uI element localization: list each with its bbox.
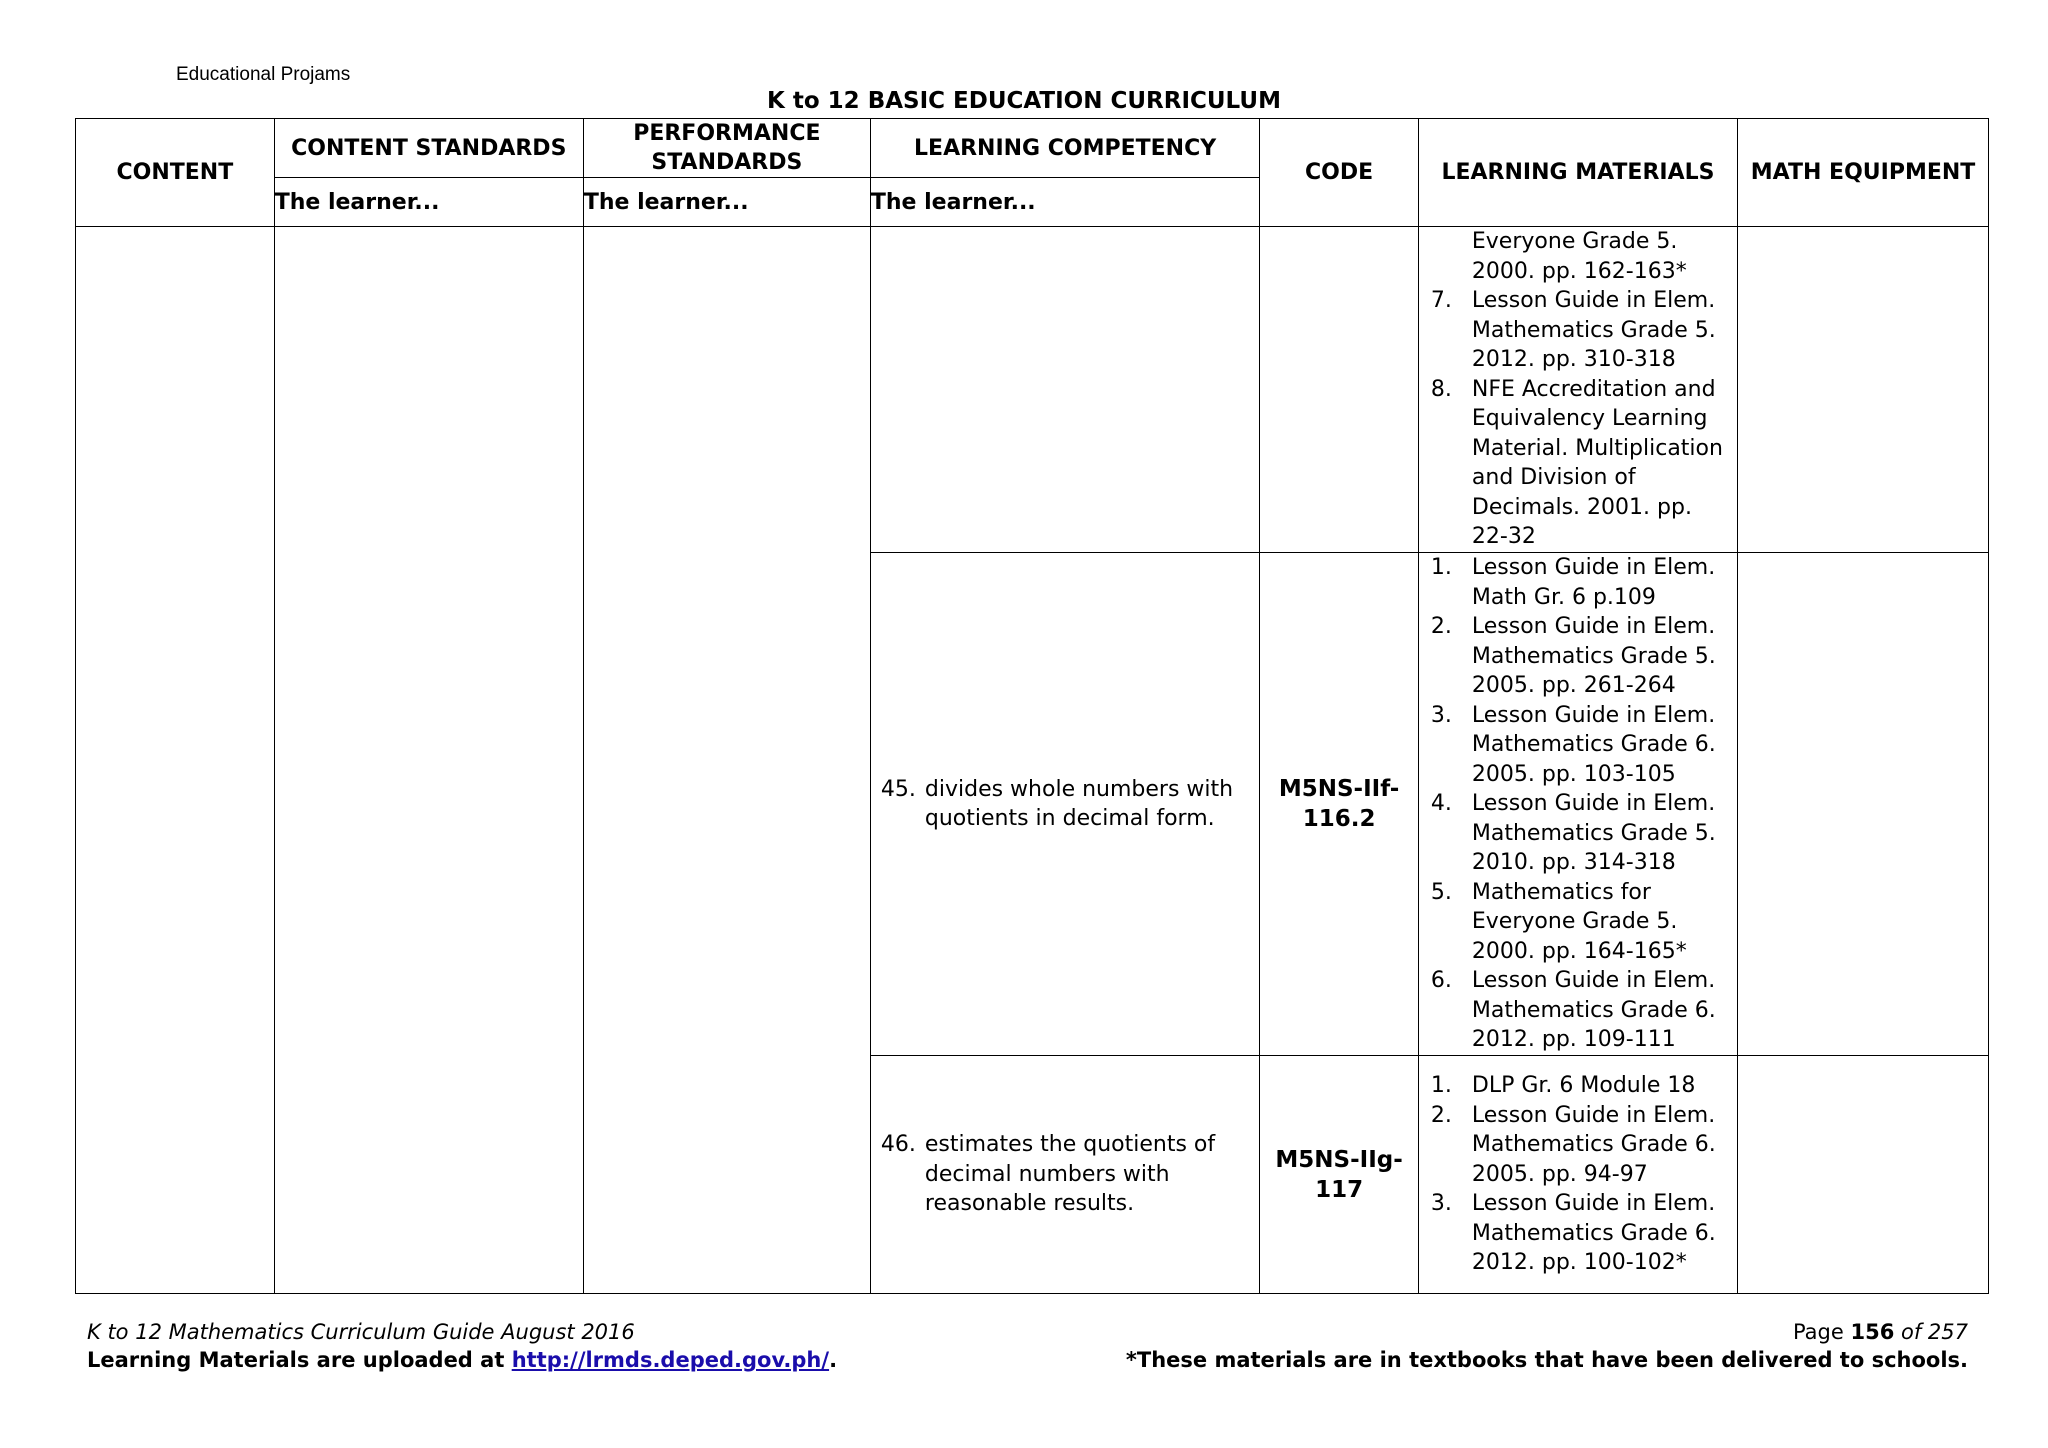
competency-text: estimates the quotients of decimal numbers with reasonable results. (924, 1132, 1216, 1217)
material-item (1431, 789, 1729, 878)
content-cell (76, 227, 275, 1294)
material-text: Lesson Guide in Elem. Mathematics Grade 6. 2005. pp. 103-105 (1471, 702, 1716, 787)
header-content: CONTENT (76, 119, 275, 227)
page-number (1126, 1318, 1968, 1346)
performance-standards-cell (583, 227, 870, 1294)
material-number: 8. (1430, 376, 1452, 402)
table-row (76, 227, 1989, 553)
footer-right (1126, 1318, 1968, 1374)
material-number: 6. (1430, 968, 1452, 994)
materials-list (1419, 553, 1737, 1055)
material-item (1431, 553, 1729, 612)
competency-code: M5NS-IIf-116.2 (1278, 776, 1400, 832)
competency-text: divides whole numbers with quotients in decimal form. (924, 776, 1234, 831)
material-item (1431, 966, 1729, 1055)
material-item (1431, 375, 1729, 552)
code-cell (1260, 227, 1419, 553)
header-math-equipment: MATH EQUIPMENT (1738, 119, 1989, 227)
material-item (1431, 701, 1729, 790)
material-text: Lesson Guide in Elem. Mathematics Grade 6. 2012. pp. 109-111 (1471, 968, 1716, 1053)
header-learning-competency: LEARNING COMPETENCY (870, 119, 1259, 178)
footer-upload-suffix: . (829, 1348, 838, 1372)
material-number: 2. (1430, 614, 1452, 640)
lrmds-link[interactable]: http://lrmds.deped.gov.ph/ (511, 1348, 830, 1372)
code-cell (1260, 1056, 1419, 1294)
curriculum-table (75, 118, 1989, 1294)
material-item (1431, 1101, 1729, 1190)
material-text: Lesson Guide in Elem. Mathematics Grade 5. 2012. pp. 310-318 (1471, 288, 1716, 373)
materials-cell (1418, 227, 1737, 553)
subheader-learner-lc: The learner... (870, 178, 1259, 227)
competency-cell (870, 227, 1259, 553)
material-text: Lesson Guide in Elem. Mathematics Grade 5. 2005. pp. 261-264 (1471, 614, 1716, 699)
header-learning-materials: LEARNING MATERIALS (1418, 119, 1737, 227)
competency-cell (870, 553, 1259, 1056)
competency-number: 45. (880, 776, 916, 802)
page-label: Page (1792, 1320, 1851, 1344)
material-text: Everyone Grade 5. 2000. pp. 162-163* (1471, 229, 1687, 284)
code-cell (1260, 553, 1419, 1056)
material-number: 4. (1430, 791, 1452, 817)
material-number (1431, 227, 1472, 286)
material-number: 1. (1430, 555, 1452, 581)
subheader-learner-cs: The learner... (274, 178, 583, 227)
document-title: K to 12 BASIC EDUCATION CURRICULUM (767, 88, 1281, 114)
material-text: Lesson Guide in Elem. Mathematics Grade 6. 2012. pp. 100-102* (1471, 1191, 1716, 1276)
header-code: CODE (1260, 119, 1419, 227)
subheader-learner-ps: The learner... (583, 178, 870, 227)
material-item (1431, 286, 1729, 375)
material-item (1431, 612, 1729, 701)
material-text: DLP Gr. 6 Module 18 (1471, 1073, 1696, 1099)
competency-number: 46. (880, 1132, 916, 1158)
materials-cell (1418, 1056, 1737, 1294)
material-number: 3. (1430, 1191, 1452, 1217)
material-text: Lesson Guide in Elem. Mathematics Grade 5. 2010. pp. 314-318 (1471, 791, 1716, 876)
material-item (1431, 878, 1729, 967)
material-text: Lesson Guide in Elem. Math Gr. 6 p.109 (1471, 555, 1716, 610)
material-item (1431, 1071, 1729, 1101)
footer-upload-prefix: Learning Materials are uploaded at (87, 1348, 512, 1372)
materials-list (1419, 1071, 1737, 1278)
watermark-text: Educational Projams (176, 64, 351, 85)
material-number: 1. (1430, 1073, 1452, 1099)
footer-guide-title: K to 12 Mathematics Curriculum Guide August 2016 (87, 1320, 635, 1344)
materials-list (1419, 227, 1737, 552)
material-number: 3. (1430, 702, 1452, 728)
content-standards-cell (274, 227, 583, 1294)
material-number: 7. (1430, 288, 1452, 314)
competency-code: M5NS-IIg-117 (1275, 1146, 1403, 1203)
page-current: 156 (1850, 1320, 1895, 1344)
footer-textbook-note: *These materials are in textbooks that have been delivered to schools. (1125, 1348, 1968, 1372)
equipment-cell (1738, 1056, 1989, 1294)
header-content-standards: CONTENT STANDARDS (274, 119, 583, 178)
header-performance-standards: PERFORMANCE STANDARDS (583, 119, 870, 178)
material-text: Lesson Guide in Elem. Mathematics Grade 6. 2005. pp. 94-97 (1471, 1102, 1716, 1187)
materials-cell (1418, 553, 1737, 1056)
material-item (1431, 1189, 1729, 1278)
footer-left (87, 1318, 837, 1374)
material-item (1431, 227, 1729, 286)
material-text: NFE Accreditation and Equivalency Learning Material. Multiplication and Division of Decimals. 2001. pp. 22-32 (1471, 376, 1723, 550)
equipment-cell (1738, 227, 1989, 553)
footer-upload-note (87, 1346, 837, 1374)
material-number: 2. (1430, 1102, 1452, 1128)
competency-cell (870, 1056, 1259, 1294)
page-total: of 257 (1894, 1320, 1968, 1344)
header-row (76, 119, 1989, 178)
equipment-cell (1738, 553, 1989, 1056)
material-number: 5. (1430, 879, 1452, 905)
material-text: Mathematics for Everyone Grade 5. 2000. pp. 164-165* (1471, 879, 1687, 964)
